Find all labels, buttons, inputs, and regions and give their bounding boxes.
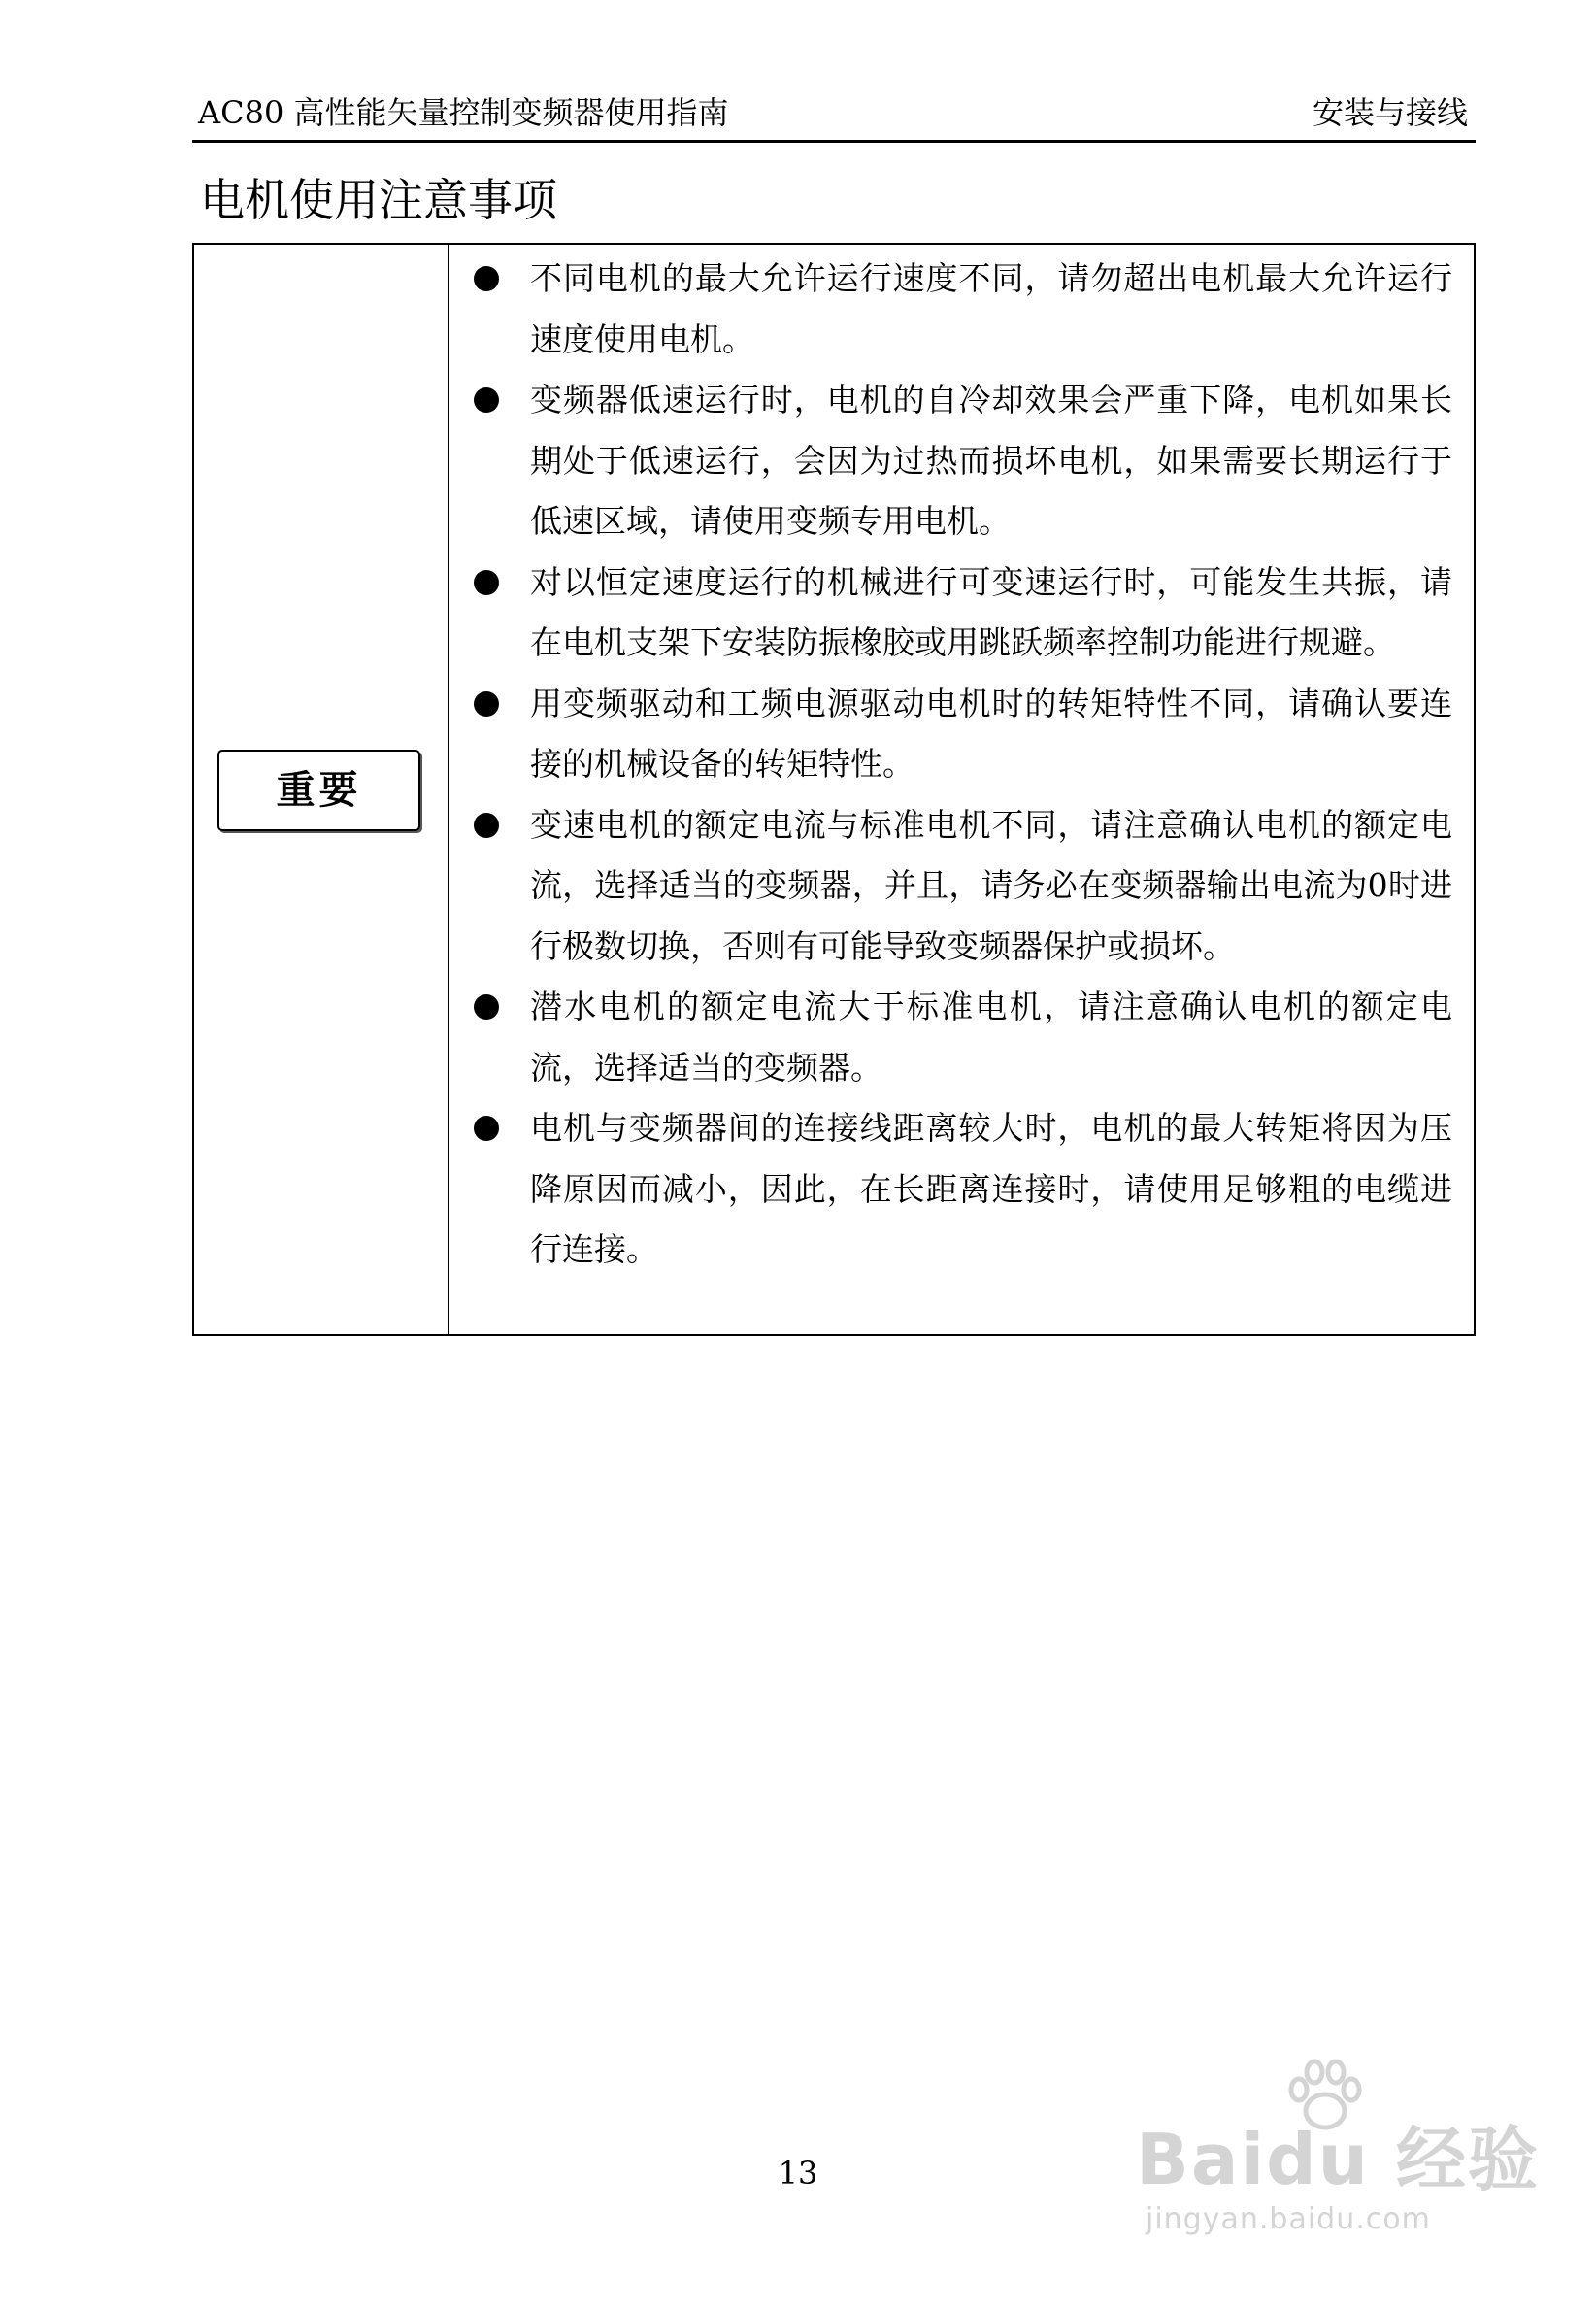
bullet-icon (474, 1116, 499, 1141)
list-item (472, 674, 1452, 795)
list-item-text: 电机与变频器间的连接线距离较大时，电机的最大转矩将因为压降原因而减小，因此，在长距离连接时，请使用足够粗的电缆进行连接。 (530, 1109, 1452, 1268)
notice-list (472, 249, 1452, 1281)
watermark (1136, 2059, 1541, 2253)
list-item-text: 潜水电机的额定电流大于标准电机，请注意确认电机的额定电流，选择适当的变频器。 (530, 988, 1452, 1087)
list-item (472, 370, 1452, 553)
page-number: 13 (778, 2155, 818, 2192)
page-header (192, 89, 1476, 143)
list-item-text: 对以恒定速度运行的机械进行可变速运行时，可能发生共振，请在电机支架下安装防振橡胶或用跳跃频率控制功能进行规避。 (530, 562, 1452, 661)
importance-badge: 重要 (217, 750, 420, 831)
bullet-icon (474, 813, 499, 838)
list-item (472, 795, 1452, 978)
bullet-icon (474, 994, 499, 1020)
notice-table (192, 243, 1476, 1336)
list-item (472, 977, 1452, 1098)
bullet-icon (474, 570, 499, 595)
section-title: 电机使用注意事项 (200, 174, 557, 226)
list-item (472, 249, 1452, 370)
list-item-text: 用变频驱动和工频电源驱动电机时的转矩特性不同，请确认要连接的机械设备的转矩特性。 (530, 684, 1452, 783)
bullet-icon (474, 266, 499, 291)
bullet-icon (474, 691, 499, 717)
list-item-text: 变频器低速运行时，电机的自冷却效果会严重下降，电机如果长期处于低速运行，会因为过热而损坏电机，如果需要长期运行于低速区域，请使用变频专用电机。 (530, 381, 1452, 540)
list-item-text: 不同电机的最大允许运行速度不同，请勿超出电机最大允许运行速度使用电机。 (530, 259, 1452, 358)
list-item-text: 变速电机的额定电流与标准电机不同，请注意确认电机的额定电流，选择适当的变频器，并且，请务必在变频器输出电流为0时进行极数切换，否则有可能导致变频器保护或损坏。 (530, 805, 1452, 965)
watermark-brand: Baidu 经验 (1136, 2119, 1541, 2200)
watermark-url: jingyan.baidu.com (1146, 2202, 1431, 2236)
list-item (472, 553, 1452, 674)
document-title: AC80 高性能矢量控制变频器使用指南 (198, 94, 729, 131)
bullet-icon (474, 387, 499, 413)
column-divider (448, 245, 449, 1334)
list-item (472, 1098, 1452, 1281)
chapter-title: 安装与接线 (1312, 94, 1468, 131)
